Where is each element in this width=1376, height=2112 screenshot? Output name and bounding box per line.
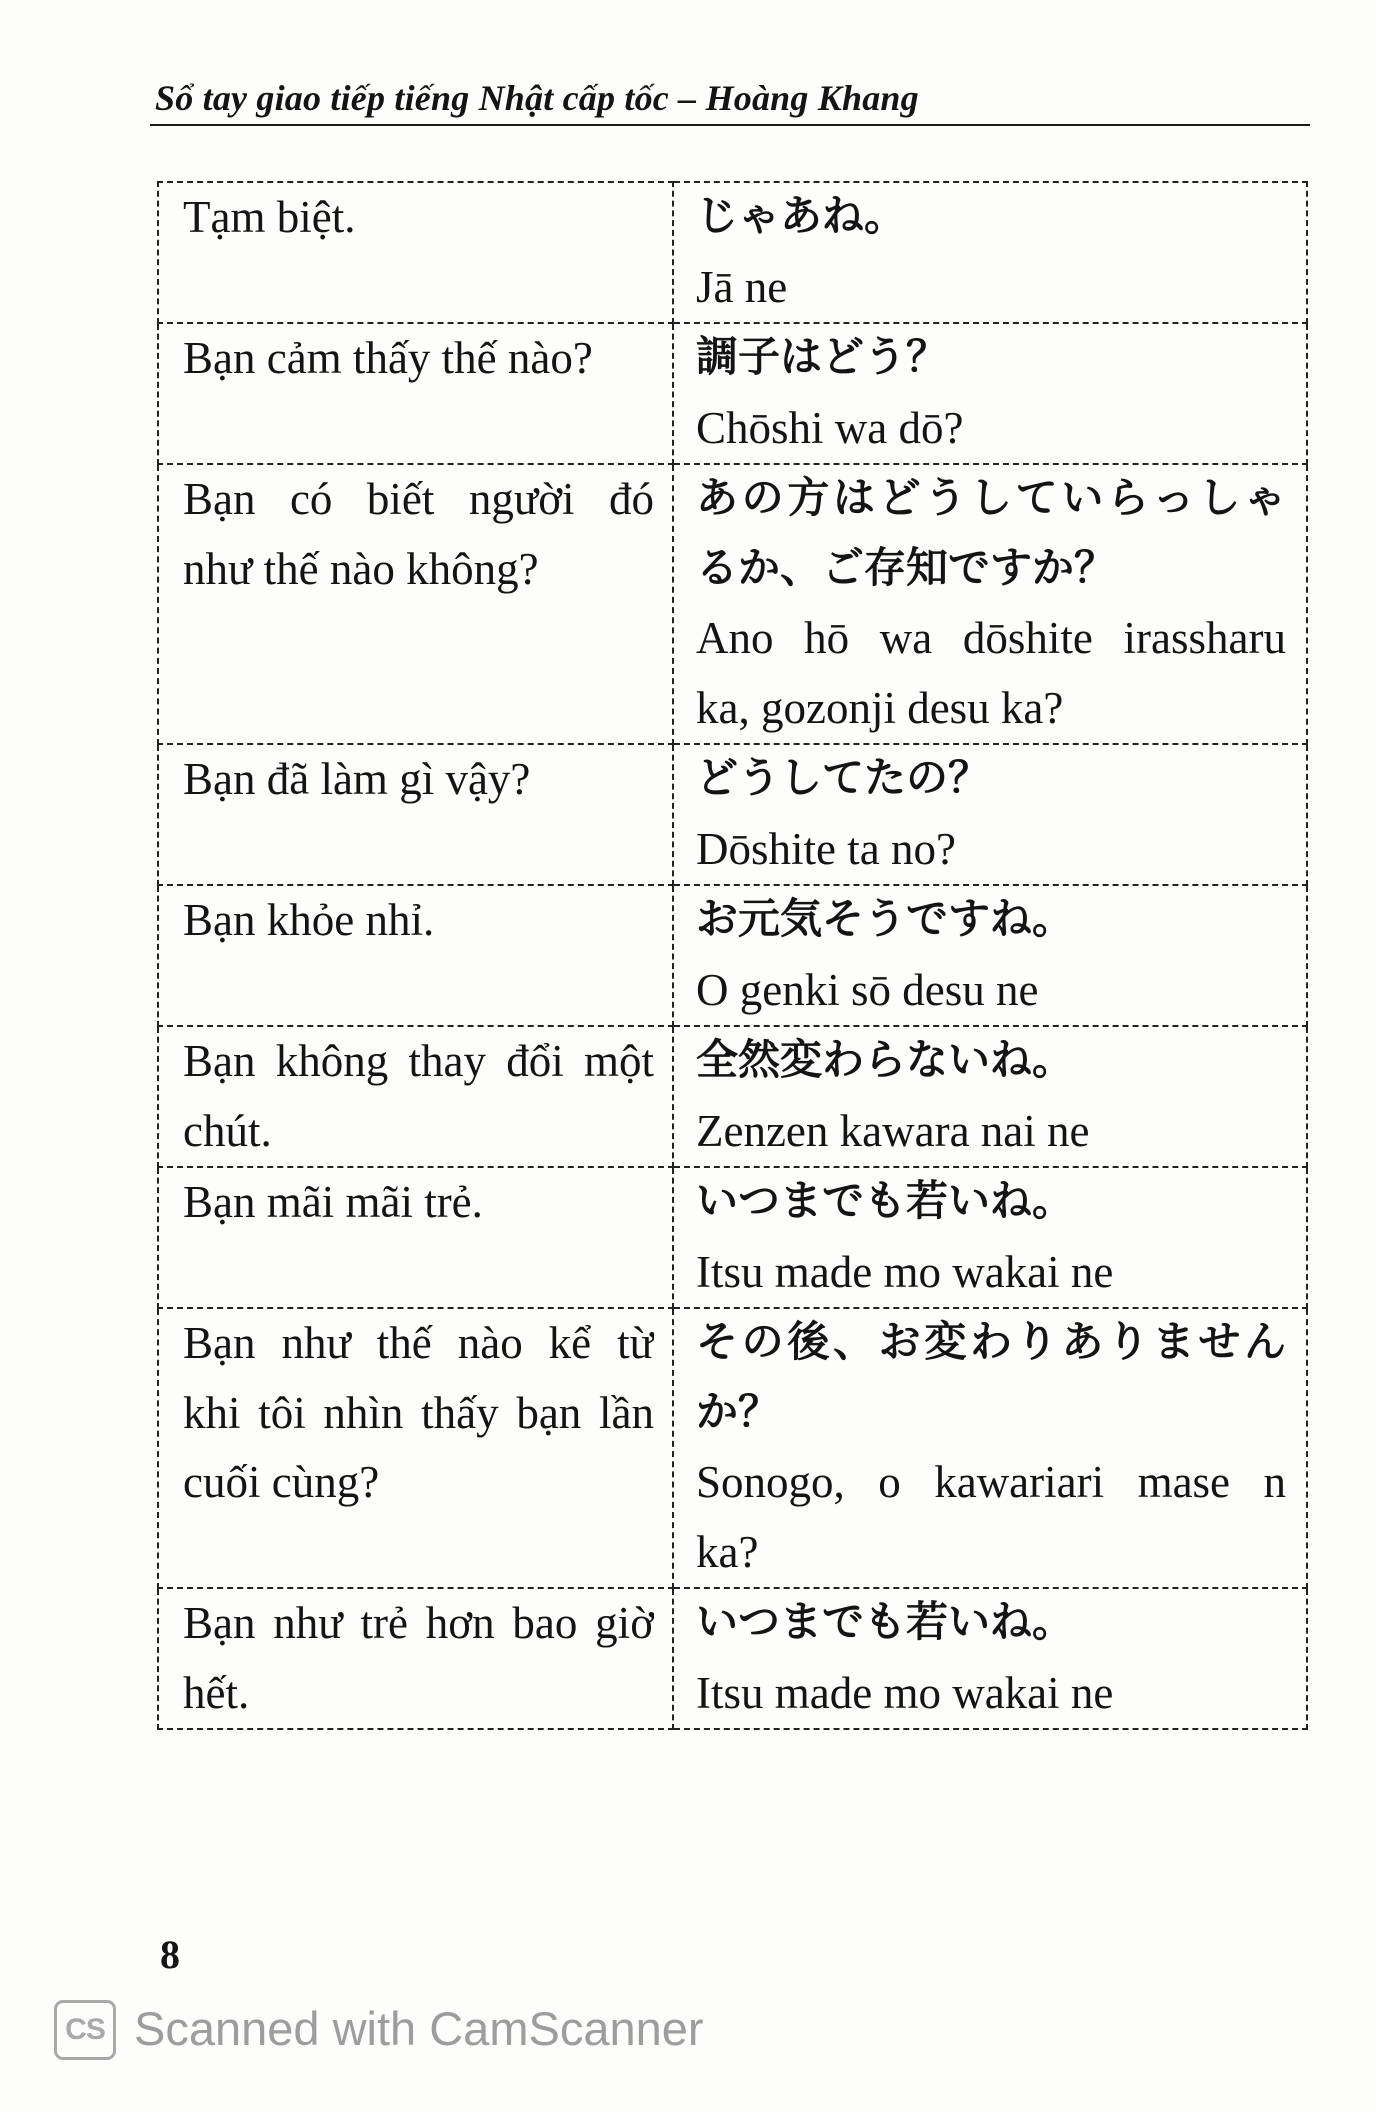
vietnamese-cell <box>158 464 673 744</box>
table-row <box>158 182 1307 323</box>
table-row <box>158 744 1307 885</box>
romaji-line: Dōshite ta no? <box>696 823 956 874</box>
table-row <box>158 1026 1307 1167</box>
header-rule <box>150 124 1310 126</box>
table-row <box>158 1167 1307 1308</box>
vietnamese-line: như thế nào không? <box>183 543 539 594</box>
vietnamese-line: hết. <box>183 1667 250 1718</box>
japanese-line: 全然変わらないね。 <box>696 1038 1075 1084</box>
vietnamese-cell <box>158 1026 673 1167</box>
romaji-line: O genki sō desu ne <box>696 964 1039 1015</box>
vietnamese-line: Bạn như trẻ hơn bao giờ <box>183 1598 654 1648</box>
japanese-cell <box>673 1167 1307 1308</box>
japanese-line: じゃあね。 <box>696 194 907 240</box>
romaji-line: Itsu made mo wakai ne <box>696 1667 1114 1718</box>
japanese-line: どうしてたの？ <box>696 756 991 802</box>
vietnamese-line: Tạm biệt. <box>183 192 356 242</box>
japanese-line: いつまでも若いね。 <box>696 1600 1075 1646</box>
vietnamese-line: chút. <box>183 1105 272 1156</box>
page-number: 8 <box>160 1932 180 1977</box>
japanese-line: その後、お変わりありません <box>696 1320 1286 1366</box>
vietnamese-line: Bạn không thay đổi một <box>183 1036 654 1086</box>
japanese-cell <box>673 744 1307 885</box>
vietnamese-line: khi tôi nhìn thấy bạn lần <box>183 1387 654 1438</box>
camscanner-watermark-text: Scanned with CamScanner <box>134 2002 704 2055</box>
table-row <box>158 1588 1307 1729</box>
romaji-line: ka, gozonji desu ka? <box>696 682 1064 733</box>
japanese-cell <box>673 1588 1307 1729</box>
romaji-line: ka? <box>696 1526 759 1577</box>
romaji-line: Sonogo, o kawariari mase n <box>696 1457 1286 1507</box>
japanese-line: るか、ご存知ですか？ <box>696 545 1117 592</box>
camscanner-logo-icon: CS <box>54 2000 116 2060</box>
romaji-line: Chōshi wa dō? <box>696 402 964 453</box>
japanese-cell <box>673 182 1307 323</box>
vietnamese-line: Bạn đã làm gì vậy? <box>183 754 531 804</box>
vietnamese-line: Bạn mãi mãi trẻ. <box>183 1177 483 1227</box>
vietnamese-cell <box>158 1588 673 1729</box>
japanese-line: か？ <box>696 1389 781 1436</box>
table-row <box>158 464 1307 744</box>
vietnamese-cell <box>158 323 673 464</box>
romaji-line: Ano hō wa dōshite irassharu <box>696 613 1286 663</box>
vietnamese-cell <box>158 885 673 1026</box>
running-header-title: Sổ tay giao tiếp tiếng Nhật cấp tốc – Hoàng Khang <box>155 78 919 118</box>
japanese-line: 調子はどう？ <box>696 335 949 381</box>
japanese-line: あの方はどうしていらっしゃ <box>696 476 1286 522</box>
vietnamese-line: Bạn có biết người đó <box>183 474 654 524</box>
japanese-line: いつまでも若いね。 <box>696 1179 1075 1225</box>
vietnamese-line: Bạn như thế nào kể từ <box>183 1318 654 1368</box>
japanese-cell <box>673 323 1307 464</box>
table-row <box>158 885 1307 1026</box>
romaji-line: Itsu made mo wakai ne <box>696 1246 1114 1297</box>
japanese-cell <box>673 885 1307 1026</box>
vietnamese-cell <box>158 1308 673 1588</box>
vietnamese-line: Bạn khỏe nhỉ. <box>183 895 435 945</box>
vietnamese-cell <box>158 182 673 323</box>
table-row <box>158 323 1307 464</box>
vietnamese-cell <box>158 744 673 885</box>
vietnamese-line: Bạn cảm thấy thế nào? <box>183 333 593 383</box>
vietnamese-cell <box>158 1167 673 1308</box>
romaji-line: Zenzen kawara nai ne <box>696 1105 1090 1156</box>
table-row <box>158 1308 1307 1588</box>
japanese-cell <box>673 464 1307 744</box>
phrase-table <box>157 181 1308 1730</box>
romaji-line: Jā ne <box>696 261 788 312</box>
japanese-cell <box>673 1308 1307 1588</box>
japanese-cell <box>673 1026 1307 1167</box>
japanese-line: お元気そうですね。 <box>696 897 1075 943</box>
vietnamese-line: cuối cùng? <box>183 1457 380 1507</box>
